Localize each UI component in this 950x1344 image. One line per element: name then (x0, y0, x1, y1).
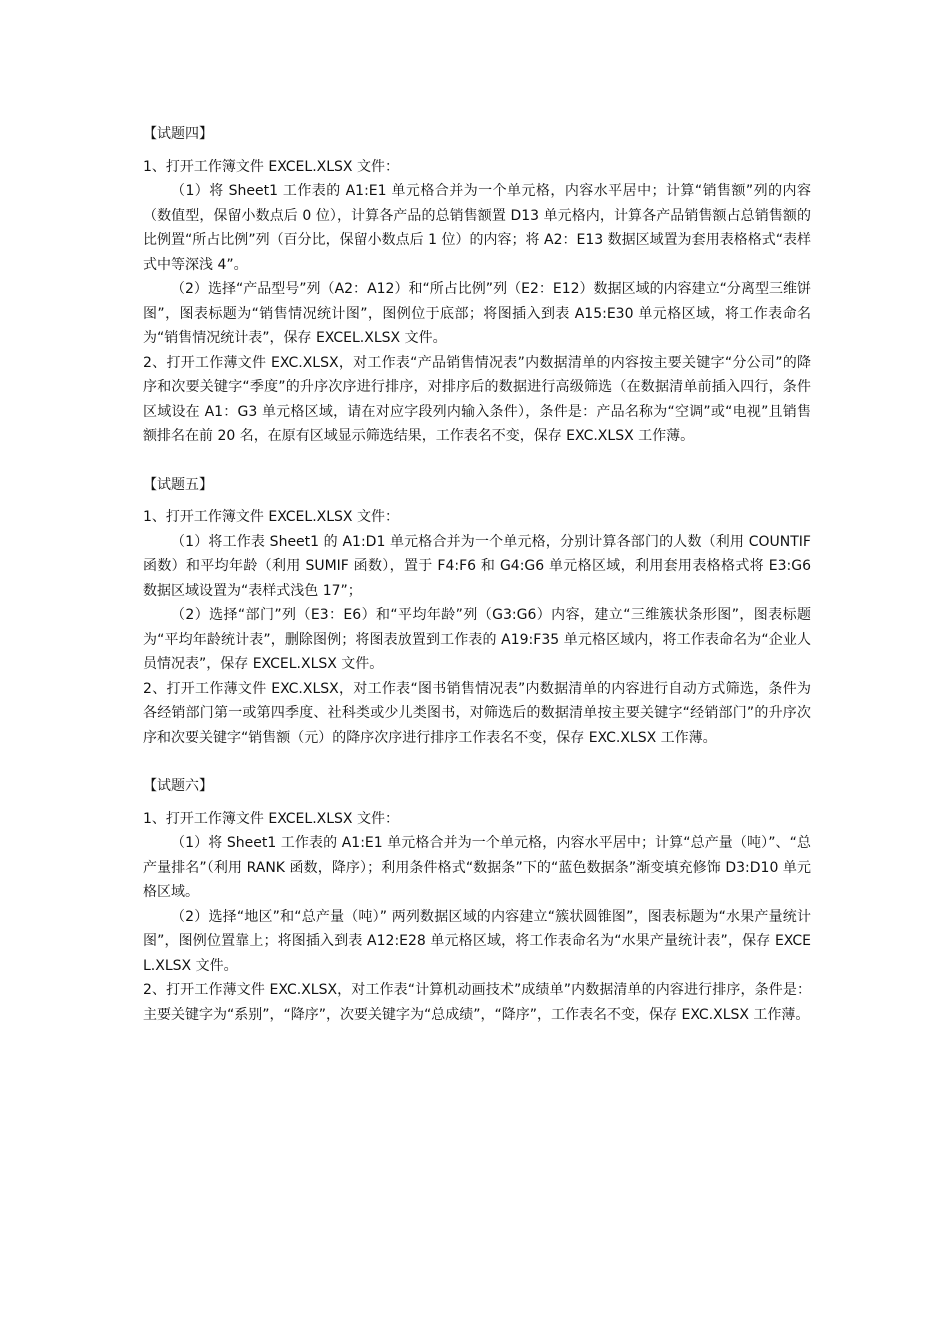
task-paragraph: （1）将 Sheet1 工作表的 A1:E1 单元格合并为一个单元格，内容水平居中；计算“销售额”列的内容（数值型，保留小数点后 0 位），计算各产品的总销售额置 D13 单元格内，计算各产品销售额占总销售额的比例置“所占比例”列（百分比，保留小数点后 1 位）的内容；将 A2：E13 数据区域置为套用表格格式“表样式中等深浅 4”。 (143, 183, 811, 273)
section-heading: 【试题五】 (143, 476, 213, 493)
task-paragraph: （2）选择“部门”列（E3：E6）和“平均年龄”列（G3:G6）内容，建立“三维簇状条形图”，图表标题为“平均年龄统计表”，删除图例；将图表放置到工作表的 A19:F35 单元格区域内，将工作表命名为“企业人员情况表”，保存 EXCEL.XLSX 文件。 (143, 607, 811, 672)
exam-question-4 (143, 122, 811, 449)
task-paragraph: 2、打开工作薄文件 EXC.XLSX，对工作表“产品销售情况表”内数据清单的内容按主要关键字“分公司”的降序和次要关键字“季度”的升序次序进行排序，对排序后的数据进行高级筛选（在数据清单前插入四行，条件区域设在 A1：G3 单元格区域，请在对应字段列内输入条件），条件是：产品名称为“空调”或“电视”且销售额排名在前 20 名，在原有区域显示筛选结果，工作表名不变，保存 EXC.XLSX 工作薄。 (143, 354, 811, 444)
task-paragraph: （2）选择“地区”和“总产量（吨）” 两列数据区域的内容建立“簇状圆锥图”，图表标题为“水果产量统计图”，图例位置靠上；将图插入到表 A12:E28 单元格区域，将工作表命名为“水果产量统计表”，保存 EXCEL.XLSX 文件。 (143, 908, 811, 974)
task-paragraph: 1、打开工作簿文件 EXCEL.XLSX 文件： (143, 509, 399, 525)
task-paragraph: 1、打开工作簿文件 EXCEL.XLSX 文件： (143, 810, 399, 827)
section-heading: 【试题四】 (143, 126, 213, 142)
document-page (143, 122, 811, 1027)
task-paragraph: （2）选择“产品型号”列（A2：A12）和“所占比例”列（E2：E12）数据区域的内容建立“分离型三维饼图”，图表标题为“销售情况统计图”，图例位于底部；将图插入到表 A15:E30 单元格区域，将工作表命名为“销售情况统计表”，保存 EXCEL.XLSX 文件。 (143, 281, 811, 346)
section-heading: 【试题六】 (143, 778, 213, 794)
exam-question-5 (143, 473, 811, 751)
task-paragraph: （1）将 Sheet1 工作表的 A1:E1 单元格合并为一个单元格，内容水平居中；计算“总产量（吨）”、“总产量排名”（利用 RANK 函数，降序）；利用条件格式“数据条”下的“蓝色数据条”渐变填充修饰 D3:D10 单元格区域。 (143, 835, 811, 900)
task-paragraph: 2、打开工作薄文件 EXC.XLSX，对工作表“图书销售情况表”内数据清单的内容进行自动方式筛选，条件为各经销部门第一或第四季度、社科类或少儿类图书，对筛选后的数据清单按主要关键字“经销部门”的升序次序和次要关键字“销售额（元）的降序次序进行排序工作表名不变，保存 EXC.XLSX 工作薄。 (143, 680, 811, 746)
task-paragraph: 1、打开工作簿文件 EXCEL.XLSX 文件： (143, 158, 399, 175)
exam-question-6 (143, 774, 811, 1027)
task-paragraph: 2、打开工作薄文件 EXC.XLSX，对工作表“计算机动画技术”成绩单”内数据清单的内容进行排序，条件是：主要关键字为“系别”，“降序”，次要关键字为“总成绩”，“降序”，工作表名不变，保存 EXC.XLSX 工作薄。 (143, 982, 811, 1023)
task-paragraph: （1）将工作表 Sheet1 的 A1:D1 单元格合并为一个单元格，分别计算各部门的人数（利用 COUNTIF 函数）和平均年龄（利用 SUMIF 函数），置于 F4:F6 和 G4:G6 单元格区域，利用套用表格格式将 E3:G6 数据区域设置为“表样式浅色 17”； (143, 533, 811, 599)
